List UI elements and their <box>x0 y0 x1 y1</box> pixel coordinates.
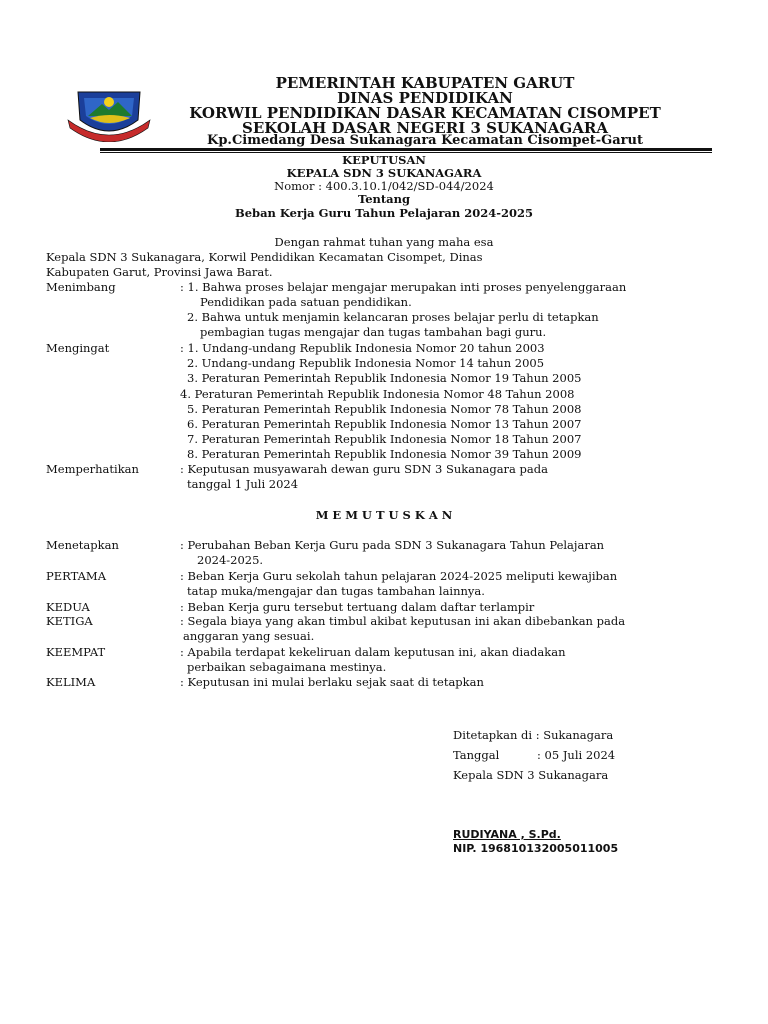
header-government: PEMERINTAH KABUPATEN GARUT <box>275 74 575 92</box>
header-korwil: KORWIL PENDIDIKAN DASAR KECAMATAN CISOMPET <box>189 104 661 122</box>
kelima-text: : Keputusan ini mulai berlaku sejak saat di tetapkan <box>180 675 484 689</box>
section-label-kedua: KEDUA <box>46 600 90 614</box>
header-divider-thick <box>100 148 712 151</box>
signature-place: Ditetapkan di : Sukanagara <box>453 728 614 742</box>
menetapkan-text: 2024-2025. <box>197 553 264 567</box>
opening-line: Kabupaten Garut, Provinsi Jawa Barat. <box>46 265 273 279</box>
keempat-text: perbaikan sebagaimana mestinya. <box>187 660 387 674</box>
menimbang-item: Pendidikan pada satuan pendidikan. <box>200 295 412 309</box>
menimbang-item: 2. Bahwa untuk menjamin kelancaran proses belajar perlu di tetapkan <box>187 310 599 324</box>
menetapkan-text: : Perubahan Beban Kerja Guru pada SDN 3 Sukanagara Tahun Pelajaran <box>180 538 605 552</box>
section-label-pertama: PERTAMA <box>46 569 107 583</box>
ketiga-text: anggaran yang sesuai. <box>183 629 315 643</box>
garut-regency-crest-icon <box>64 80 154 142</box>
doc-issuer: KEPALA SDN 3 SUKANAGARA <box>286 166 482 180</box>
mengingat-item: 7. Peraturan Pemerintah Republik Indonesia Nomor 18 Tahun 2007 <box>187 432 582 446</box>
memperhatikan-text: tanggal 1 Juli 2024 <box>187 477 299 491</box>
section-label-menetapkan: Menetapkan <box>46 538 119 552</box>
memutuskan-heading: M E M U T U S K A N <box>315 508 453 522</box>
signature-title: Kepala SDN 3 Sukanagara <box>453 768 609 782</box>
mengingat-item: 6. Peraturan Pemerintah Republik Indonesia Nomor 13 Tahun 2007 <box>187 417 582 431</box>
opening-line: Kepala SDN 3 Sukanagara, Korwil Pendidikan Kecamatan Cisompet, Dinas <box>46 250 483 264</box>
keempat-text: : Apabila terdapat kekeliruan dalam keputusan ini, akan diadakan <box>180 645 566 659</box>
doc-number: Nomor : 400.3.10.1/042/SD-044/2024 <box>274 179 494 193</box>
memperhatikan-text: : Keputusan musyawarah dewan guru SDN 3 Sukanagara pada <box>180 462 548 476</box>
menimbang-item: : 1. Bahwa proses belajar mengajar merupakan inti proses penyelenggaraan <box>180 280 627 294</box>
signatory-nip: NIP. 196810132005011005 <box>453 842 619 855</box>
header-school: SEKOLAH DASAR NEGERI 3 SUKANAGARA <box>242 119 608 137</box>
mengingat-item: 2. Undang-undang Republik Indonesia Nomor 14 tahun 2005 <box>187 356 545 370</box>
header-address: Kp.Cimedang Desa Sukanagara Kecamatan Cisompet-Garut <box>207 133 643 148</box>
mengingat-item: 4. Peraturan Pemerintah Republik Indonesia Nomor 48 Tahun 2008 <box>180 387 575 401</box>
menimbang-item: pembagian tugas mengajar dan tugas tambahan bagi guru. <box>200 325 547 339</box>
doc-subject: Beban Kerja Guru Tahun Pelajaran 2024-2025 <box>235 206 533 220</box>
opening-rahmat: Dengan rahmat tuhan yang maha esa <box>274 235 494 249</box>
doc-tentang: Tentang <box>357 192 411 206</box>
pertama-text: tatap muka/mengajar dan tugas tambahan lainnya. <box>187 584 485 598</box>
mengingat-item: 5. Peraturan Pemerintah Republik Indonesia Nomor 78 Tahun 2008 <box>187 402 582 416</box>
mengingat-item: 8. Peraturan Pemerintah Republik Indonesia Nomor 39 Tahun 2009 <box>187 447 582 461</box>
mengingat-item: : 1. Undang-undang Republik Indonesia Nomor 20 tahun 2003 <box>180 341 545 355</box>
pertama-text: : Beban Kerja Guru sekolah tahun pelajaran 2024-2025 meliputi kewajiban <box>180 569 618 583</box>
signatory-name: RUDIYANA , S.Pd. <box>453 828 561 841</box>
mengingat-item: 3. Peraturan Pemerintah Republik Indonesia Nomor 19 Tahun 2005 <box>187 371 582 385</box>
header-office: DINAS PENDIDIKAN <box>337 89 513 107</box>
section-label-ketiga: KETIGA <box>46 614 93 628</box>
section-label-mengingat: Mengingat <box>46 341 110 355</box>
doc-type: KEPUTUSAN <box>342 153 426 167</box>
signature-date-value: : 05 Juli 2024 <box>537 748 616 762</box>
section-label-keempat: KEEMPAT <box>46 645 106 659</box>
signature-date-label: Tanggal <box>453 748 500 762</box>
section-label-memperhatikan: Memperhatikan <box>46 462 139 476</box>
section-label-menimbang: Menimbang <box>46 280 116 294</box>
section-label-kelima: KELIMA <box>46 675 96 689</box>
ketiga-text: : Segala biaya yang akan timbul akibat keputusan ini akan dibebankan pada <box>180 614 626 628</box>
kedua-text: : Beban Kerja guru tersebut tertuang dalam daftar terlampir <box>180 600 535 614</box>
